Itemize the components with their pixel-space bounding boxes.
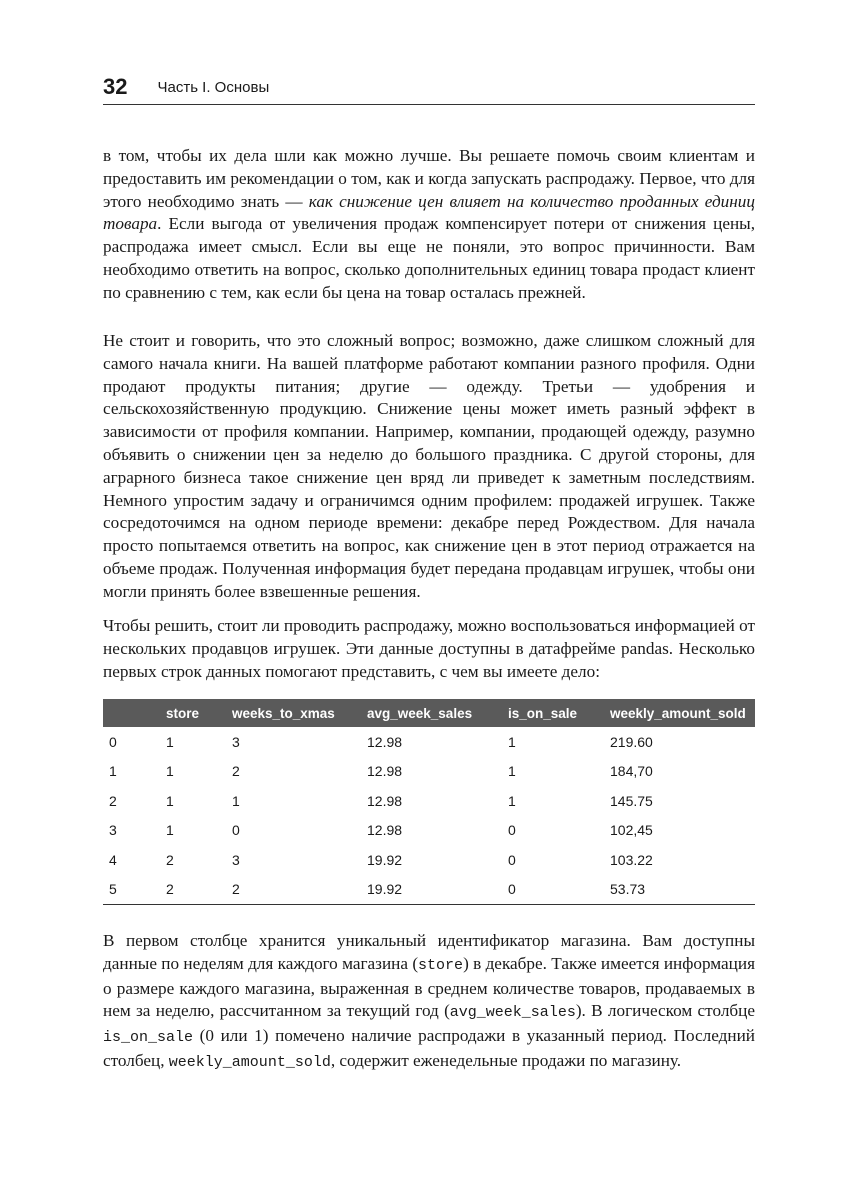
code-weekly-amount-sold: weekly_amount_sold	[168, 1053, 331, 1071]
table-cell: 0	[508, 881, 516, 898]
code-avg-week-sales: avg_week_sales	[449, 1004, 576, 1022]
table-cell: 2	[232, 763, 240, 780]
table-header-row	[103, 699, 755, 727]
table-cell: 0	[109, 733, 117, 750]
table-cell: 0	[508, 822, 516, 839]
paragraph-4-text-d: (0 или 1) помечено наличие распродажи в указанный период. Последний столбец,	[103, 1026, 755, 1070]
table-cell: 12.98	[367, 763, 403, 780]
column-header-weekly-amount-sold: weekly_amount_sold	[610, 705, 746, 721]
table-cell: 3	[232, 851, 240, 868]
running-head: Часть I. Основы	[157, 79, 270, 96]
table-cell: 102,45	[610, 822, 653, 839]
table-cell: 3	[109, 822, 117, 839]
table-cell: 5	[109, 881, 117, 898]
paragraph-3	[103, 615, 755, 692]
column-header-store: store	[166, 705, 200, 721]
table-cell: 4	[109, 851, 117, 868]
paragraph-1-text-b: . Если выгода от увеличения продаж компенсирует потери от снижения цены, распродажа имеет смысл. Если вы еще не поняли, это вопрос причинности. Вам необходимо ответить на вопрос, сколько дополнительных единиц товара продаст клиент по сравнению с тем, как если бы цена на товар осталась прежней.	[103, 214, 755, 302]
table-cell: 53.73	[610, 881, 646, 898]
table-cell: 184,70	[610, 763, 653, 780]
table-row	[103, 875, 755, 905]
table-cell: 3	[232, 733, 240, 750]
table-row	[103, 727, 755, 757]
table-cell: 0	[232, 822, 240, 839]
dataframe-table	[103, 699, 755, 905]
table-row	[103, 845, 755, 875]
column-header-weeks-to-xmas: weeks_to_xmas	[232, 705, 335, 721]
paragraph-2-text: Не стоит и говорить, что это сложный вопрос; возможно, даже слишком сложный для самого начала книги. На вашей платформе работают компании разного профиля. Одни продают продукты питания; другие — одежду. Третьи — удобрения и сельскохозяйственную продукцию. Снижение цены может иметь разный эффект в зависимости от профиля компании. Например, компании, продающей одежду, разумно объявить о снижении цен за неделю до большого праздника. С другой стороны, для аграрного бизнеса такое снижение цен вряд ли приведет к заметным последствиям. Немного упростим задачу и ограничимся одним профилем: продажей игрушек. Также сосредоточимся на одном периоде времени: декабре перед Рождеством. Для начала просто попытаемся ответить на вопрос, как снижение цен в этот период отражается на объеме продаж. Полученная информация будет передана продавцам игрушек, чтобы они могли принять более взвешенные решения.	[103, 331, 755, 601]
table-cell: 12.98	[367, 792, 403, 809]
paragraph-4-text-a: В первом столбце хранится уникальный идентификатор магазина. Вам доступны данные по неделям для каждого магазина (	[103, 931, 755, 973]
table-cell: 1	[166, 822, 174, 839]
column-header-is-on-sale: is_on_sale	[508, 705, 578, 721]
table-cell: 2	[166, 881, 174, 898]
table-row	[103, 786, 755, 816]
page-header	[103, 72, 755, 105]
table-row	[103, 757, 755, 787]
column-header-avg-week-sales: avg_week_sales	[367, 705, 473, 721]
paragraph-4-text-e: , содержит еженедельные продажи по магазину.	[330, 1050, 682, 1070]
page-number: 32	[103, 74, 128, 99]
table-cell: 19.92	[367, 881, 403, 898]
table-cell: 1	[508, 733, 516, 750]
paragraph-2	[103, 330, 755, 613]
paragraph-1-emphasis: как снижение цен влияет на количество проданных единиц товара	[103, 191, 755, 234]
table-cell: 1	[166, 792, 174, 809]
paragraph-4-text-c: ). В логическом столбце	[575, 1001, 755, 1021]
table-cell: 1	[232, 792, 240, 809]
code-is-on-sale: is_on_sale	[103, 1029, 194, 1047]
column-header-index	[103, 699, 166, 727]
table-cell: 19.92	[367, 851, 403, 868]
table-cell: 1	[166, 733, 174, 750]
paragraph-1	[103, 145, 755, 314]
paragraph-4-text-b: ) в декабре. Также имеется информация о размере каждого магазина, выраженная в среднем количестве товаров, продаваемых в нем за неделю, рассчитанном за текущий год (	[103, 953, 755, 1021]
table-cell: 1	[166, 763, 174, 780]
table-cell: 2	[166, 851, 174, 868]
table-cell: 2	[232, 881, 240, 898]
table-cell: 1	[508, 763, 516, 780]
table-cell: 0	[508, 851, 516, 868]
table-cell: 12.98	[367, 822, 403, 839]
table-row	[103, 816, 755, 846]
paragraph-4	[103, 930, 755, 1084]
paragraph-1-text-a: в том, чтобы их дела шли как можно лучше. Вы решаете помочь своим клиентам и предоставить им рекомендации о том, как и когда запускать распродажу. Первое, что для этого необходимо знать —	[103, 146, 755, 211]
table-cell: 145.75	[610, 792, 653, 809]
table-cell: 103.22	[610, 851, 653, 868]
table-cell: 2	[109, 792, 117, 809]
table-cell: 219.60	[610, 733, 653, 750]
table-cell: 1	[109, 763, 117, 780]
code-store: store	[418, 956, 464, 974]
table-cell: 12.98	[367, 733, 403, 750]
table-cell: 1	[508, 792, 516, 809]
paragraph-3-text: Чтобы решить, стоит ли проводить распродажу, можно воспользоваться информацией от нескольких продавцов игрушек. Эти данные доступны в датафрейме pandas. Несколько первых строк данных помогают представить, с чем вы имеете дело:	[103, 616, 755, 681]
